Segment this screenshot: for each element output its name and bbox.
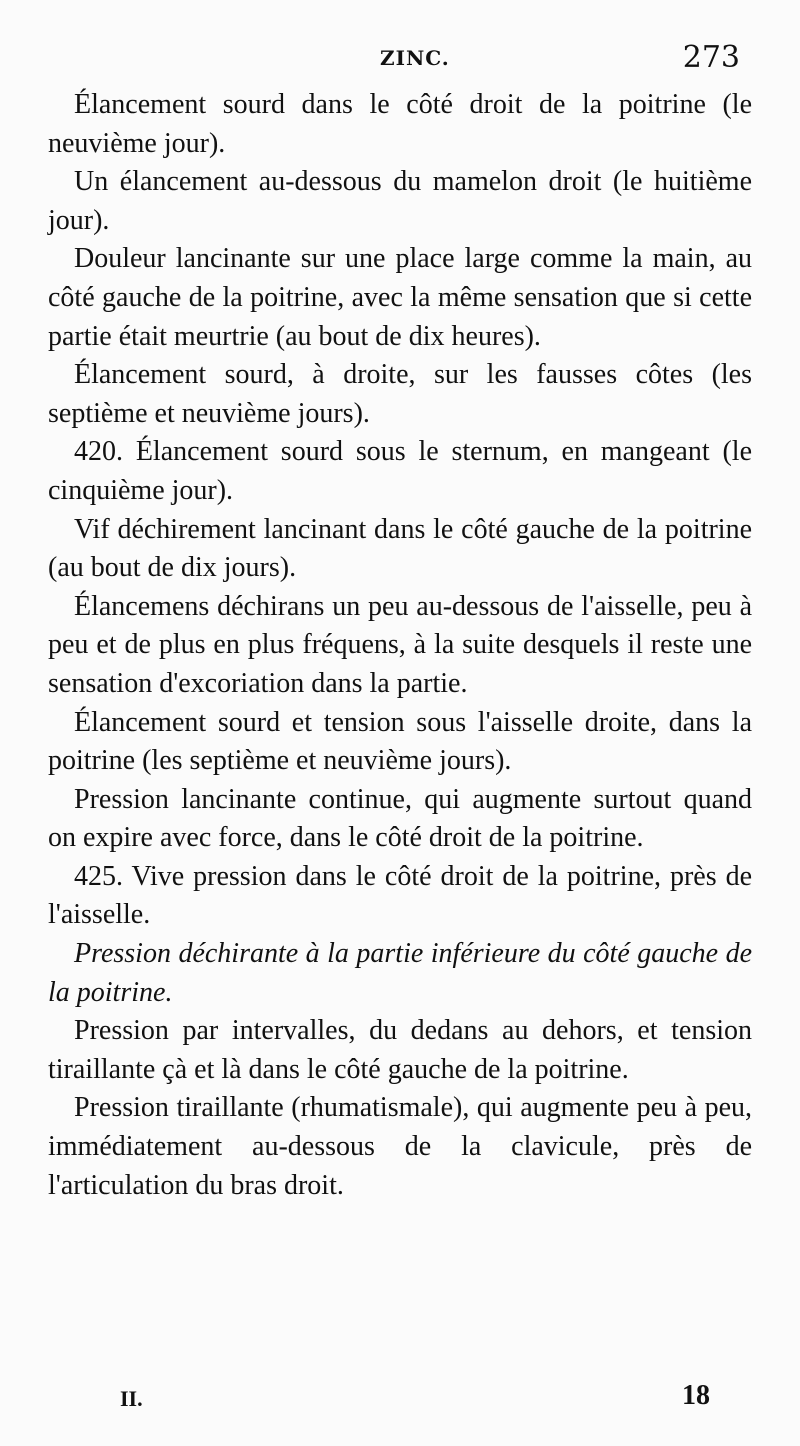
paragraph: Douleur lancinante sur une place large comme la main, au côté gauche de la poitrine, avec la même sensation que si cette partie était meurtrie (au bout de dix heures). xyxy=(48,243,752,352)
paragraph: Un élancement au-dessous du mamelon droit (le huitième jour). xyxy=(48,166,752,236)
page-header xyxy=(50,40,740,80)
running-title: ZINC. xyxy=(380,46,450,70)
page-number: 273 xyxy=(682,40,740,75)
body-text xyxy=(48,86,752,1205)
paragraph-numbered: 420. Élancement sourd sous le sternum, en mangeant (le cinquième jour). xyxy=(48,436,752,506)
page-footer xyxy=(120,1380,710,1422)
paragraph: Pression par intervalles, du dedans au dehors, et tension tiraillante çà et là dans le côté gauche de la poitrine. xyxy=(48,1015,752,1085)
paragraph: Pression lancinante continue, qui augmente surtout quand on expire avec force, dans le côté droit de la poitrine. xyxy=(48,783,752,854)
paragraph: Élancemens déchirans un peu au-dessous de l'aisselle, peu à peu et de plus en plus fréquens, à la suite desquels il reste une sensation d'excoriation dans la partie. xyxy=(48,590,752,699)
paragraph: Élancement sourd et tension sous l'aisselle droite, dans la poitrine (les septième et neuvième jours). xyxy=(48,706,752,777)
paragraph: Élancement sourd dans le côté droit de la poitrine (le neuvième jour). xyxy=(48,89,752,159)
sheet-number: 18 xyxy=(682,1380,710,1411)
paragraph-italic: Pression déchirante à la partie inférieure du côté gauche de la poitrine. xyxy=(48,938,752,1008)
signature-mark: II. xyxy=(120,1386,143,1411)
paragraph: Élancement sourd, à droite, sur les fausses côtes (les septième et neuvième jours). xyxy=(48,359,752,429)
paragraph: Vif déchirement lancinant dans le côté gauche de la poitrine (au bout de dix jours). xyxy=(48,513,752,584)
paragraph: Pression tiraillante (rhumatismale), qui augmente peu à peu, immédiatement au-dessous de la clavicule, près de l'articulation du bras droit. xyxy=(48,1092,752,1201)
paragraph-numbered: 425. Vive pression dans le côté droit de la poitrine, près de l'aisselle. xyxy=(48,860,752,931)
